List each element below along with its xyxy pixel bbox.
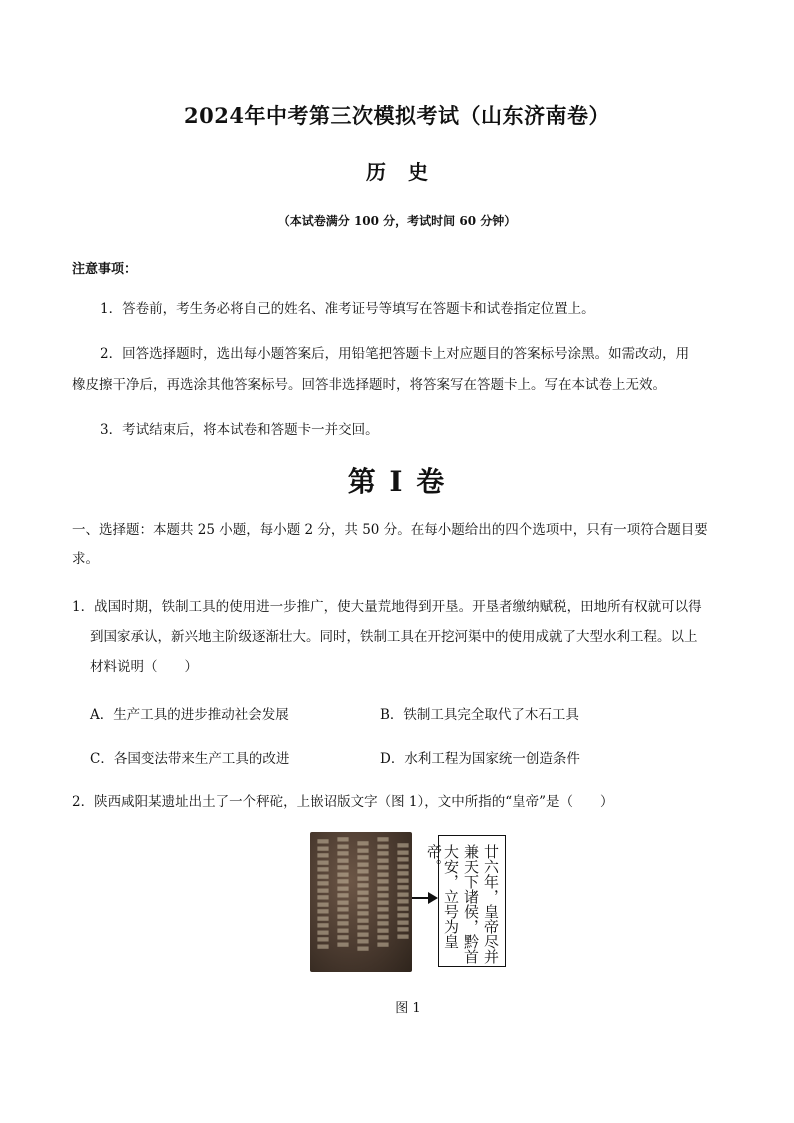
exam-info: （本试卷满分 100 分，考试时间 60 分钟） bbox=[277, 214, 517, 228]
transcript-col-2: 兼天下诸侯，黔首 bbox=[462, 844, 480, 964]
figure-caption: 图 1 bbox=[395, 1001, 421, 1016]
notice-item-1: 1．答卷前，考生务必将自己的姓名、准考证号等填写在答题卡和试卷指定位置上。 bbox=[100, 301, 595, 317]
q1-option-b: B．铁制工具完全取代了木石工具 bbox=[380, 707, 579, 723]
transcript-col-3: 大安，立号为皇帝。 bbox=[425, 844, 460, 949]
q1-option-d: D．水利工程为国家统一创造条件 bbox=[380, 751, 580, 767]
notice-heading: 注意事项： bbox=[72, 262, 138, 277]
figure-1 bbox=[310, 830, 506, 972]
section-title: 第 I 卷 bbox=[347, 465, 447, 498]
transcript-col-1: 廿六年，皇帝尽并 bbox=[482, 844, 500, 964]
subject-title: 历史 bbox=[366, 160, 450, 184]
notice-item-2-line2: 橡皮擦干净后，再选涂其他答案标号。回答非选择题时，将答案写在答题卡上。写在本试卷上无效。 bbox=[72, 377, 666, 393]
q1-stem-line1: 1．战国时期，铁制工具的使用进一步推广，使大量荒地得到开垦。开垦者缴纳赋税，田地所有权就可以得 bbox=[72, 599, 702, 615]
q1-option-a: A．生产工具的进步推动社会发展 bbox=[90, 707, 289, 723]
section-intro-line1: 一、选择题：本题共 25 小题，每小题 2 分，共 50 分。在每小题给出的四个选项中，只有一项符合题目要 bbox=[72, 522, 708, 538]
q1-option-c: C．各国变法带来生产工具的改进 bbox=[90, 751, 290, 767]
notice-item-2-line1: 2．回答选择题时，选出每小题答案后，用铅笔把答题卡上对应题目的答案标号涂黑。如需改动，用 bbox=[100, 346, 690, 362]
weight-inscription-photo: 〓〓〓〓〓〓〓〓 〓〓〓〓〓〓〓〓 〓〓〓〓〓〓〓〓 〓〓〓〓〓〓〓〓 〓〓〓〓〓〓〓 bbox=[310, 832, 412, 972]
notice-item-3: 3．考试结束后，将本试卷和答题卡一并交回。 bbox=[100, 422, 379, 438]
q1-stem-line2: 到国家承认，新兴地主阶级逐渐壮大。同时，铁制工具在开挖河渠中的使用成就了大型水利工程。以上 bbox=[90, 629, 698, 645]
section-intro-line2: 求。 bbox=[72, 551, 99, 567]
q1-stem-line3: 材料说明（ ） bbox=[90, 659, 198, 675]
exam-title: 2024年中考第三次模拟考试（山东济南卷） bbox=[184, 103, 610, 128]
inscription-transcript-box bbox=[425, 835, 506, 967]
q2-stem: 2．陕西咸阳某遗址出土了一个秤砣，上嵌诏版文字（图 1），文中所指的“皇帝”是（ ） bbox=[72, 794, 614, 810]
